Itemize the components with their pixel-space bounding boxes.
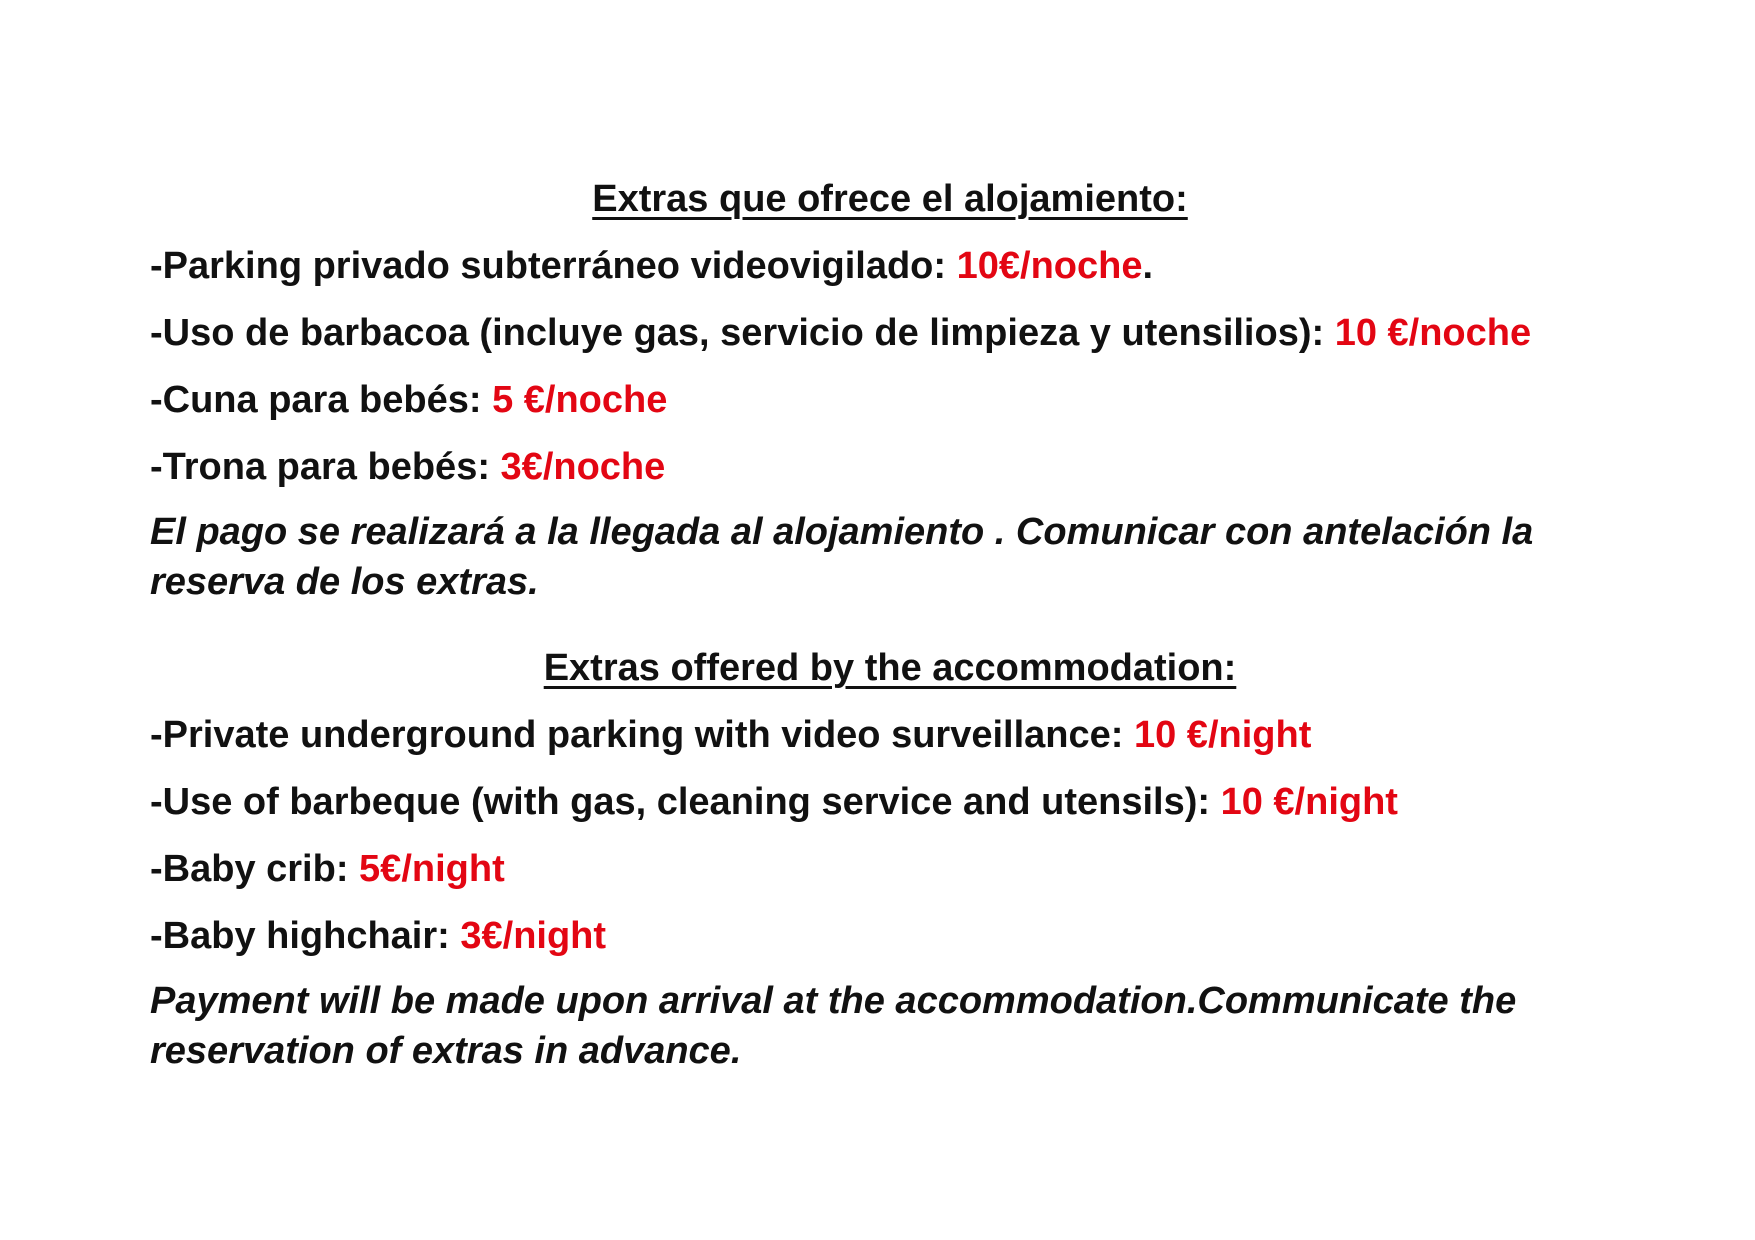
item-price: 3€/night (460, 915, 607, 957)
item-label: -Baby highchair: (150, 915, 461, 957)
english-payment-note: Payment will be made upon arrival at the accommodation.Communicate the reservation of extras in advance. (150, 980, 1517, 1072)
spanish-item-parking (150, 243, 1610, 289)
item-label: -Trona para bebés: (150, 446, 501, 488)
item-suffix: . (1142, 245, 1154, 287)
item-label: -Parking privado subterráneo videovigilado: (150, 245, 957, 287)
english-heading: Extras offered by the accommodation: (543, 647, 1237, 689)
english-item-parking (150, 712, 1610, 758)
item-label: -Uso de barbacoa (incluye gas, servicio de limpieza y utensilios): (150, 312, 1335, 354)
item-price: 10 €/night (1133, 714, 1312, 756)
spanish-item-crib (150, 377, 1610, 423)
english-item-crib (150, 846, 1610, 892)
item-price: 5 €/noche (492, 379, 668, 421)
spanish-heading: Extras que ofrece el alojamiento: (592, 178, 1188, 220)
item-label: -Private underground parking with video surveillance: (150, 714, 1134, 756)
extras-document (150, 176, 1610, 1114)
item-label: -Baby crib: (150, 848, 360, 890)
item-price: 3€/noche (500, 446, 666, 488)
english-item-barbecue (150, 779, 1610, 825)
item-price: 10€/noche (956, 245, 1143, 287)
item-price: 10 €/night (1220, 781, 1398, 823)
item-price: 10 €/noche (1334, 312, 1532, 354)
spanish-item-highchair (150, 444, 1610, 490)
item-price: 5€/night (359, 848, 505, 890)
spanish-payment-note: El pago se realizará a la llegada al alojamiento . Comunicar con antelación la reserva de los extras. (150, 511, 1534, 603)
item-label: -Cuna para bebés: (150, 379, 493, 421)
english-item-highchair (150, 913, 1610, 959)
item-label: -Use of barbeque (with gas, cleaning service and utensils): (150, 781, 1221, 823)
english-section (150, 645, 1610, 1076)
spanish-item-barbecue (150, 310, 1610, 356)
spanish-section (150, 176, 1610, 607)
